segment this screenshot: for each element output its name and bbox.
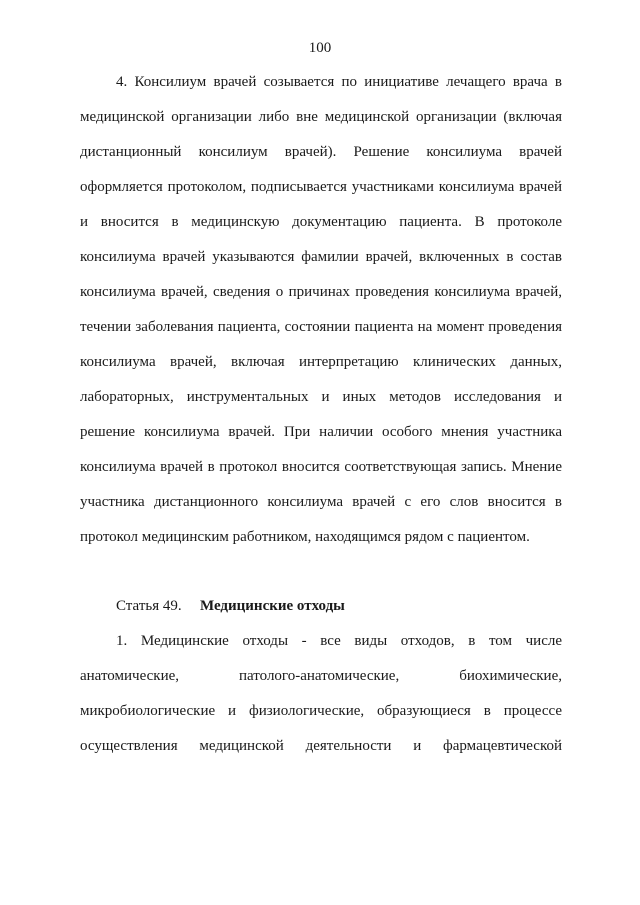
paragraph-line: 1. Медицинские отходы - все виды отходов, в том числе: [116, 633, 562, 649]
paragraph-line: консилиума врачей в протокол вносится соответствующая запись. Мнение: [80, 459, 562, 475]
article-title: Медицинские отходы: [200, 598, 345, 614]
paragraph-line: участника дистанционного консилиума врачей с его слов вносится в: [80, 494, 562, 510]
paragraph-line: консилиума врачей, включая интерпретацию клинических данных,: [80, 354, 562, 370]
paragraph-line: медицинской организации либо вне медицинской организации (включая: [80, 109, 562, 125]
paragraph-line: консилиума врачей указываются фамилии врачей, включенных в состав: [80, 249, 562, 265]
paragraph-line: и вносится в медицинскую документацию пациента. В протоколе: [80, 214, 562, 230]
paragraph-line: лабораторных, инструментальных и иных методов исследования и: [80, 389, 562, 405]
paragraph-line: осуществления медицинской деятельности и фармацевтической: [80, 738, 562, 754]
paragraph-line: протокол медицинским работником, находящимся рядом с пациентом.: [80, 529, 530, 545]
paragraph-line: анатомические, патолого-анатомические, биохимические,: [80, 668, 562, 684]
paragraph-line: течении заболевания пациента, состоянии пациента на момент проведения: [80, 319, 562, 335]
article-heading: [116, 596, 345, 616]
page-number: 100: [308, 40, 332, 56]
paragraph-line: дистанционный консилиум врачей). Решение консилиума врачей: [80, 144, 562, 160]
paragraph-line: 4. Консилиум врачей созывается по инициативе лечащего врача в: [116, 74, 562, 90]
paragraph-line: оформляется протоколом, подписывается участниками консилиума врачей: [80, 179, 562, 195]
paragraph-line: консилиума врачей, сведения о причинах проведения консилиума врачей,: [80, 284, 562, 300]
paragraph-line: микробиологические и физиологические, образующиеся в процессе: [80, 703, 562, 719]
paragraph-line: решение консилиума врачей. При наличии особого мнения участника: [80, 424, 562, 440]
article-number: Статья 49.: [116, 598, 182, 614]
